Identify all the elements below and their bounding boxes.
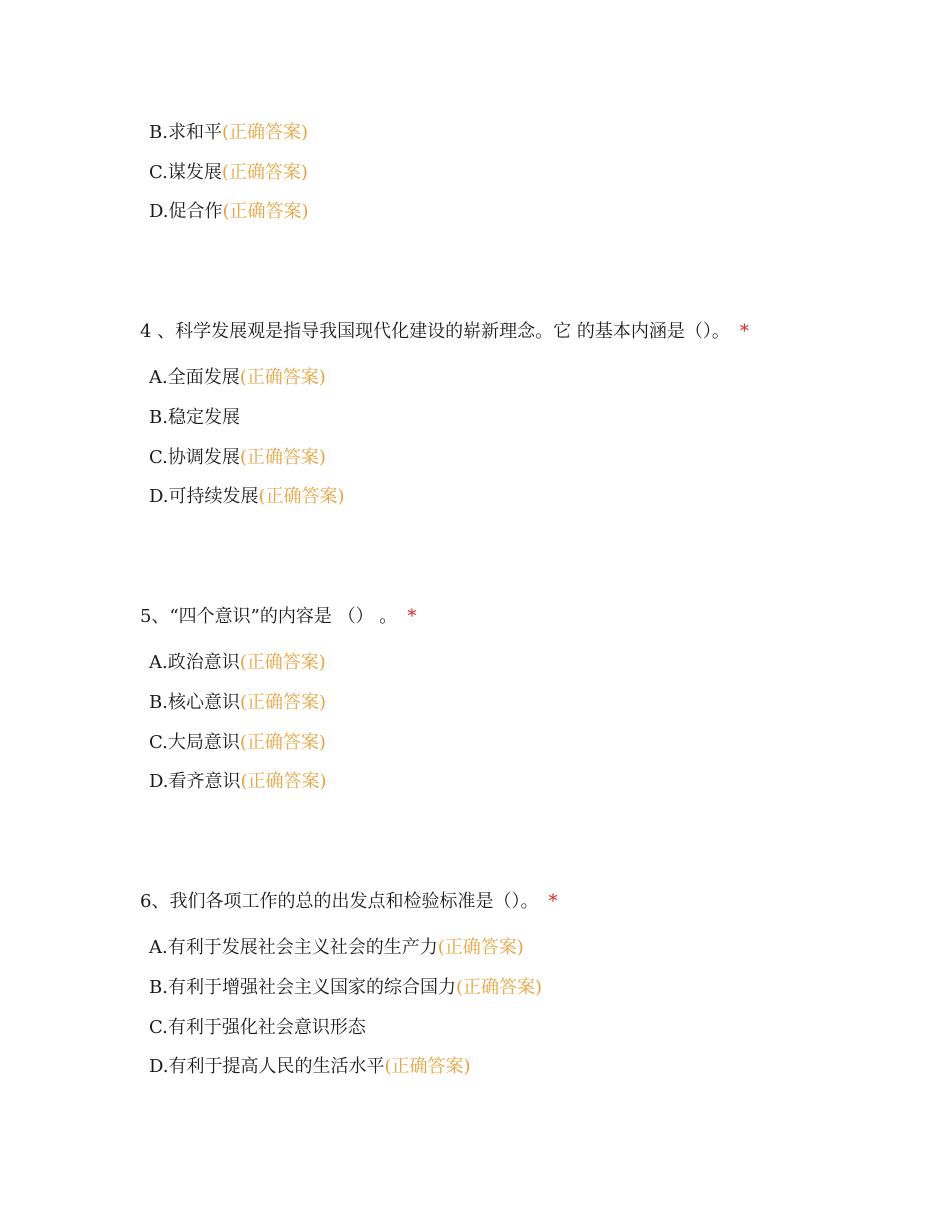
q4-option-d <box>149 485 345 509</box>
option-text: D.可持续发展 <box>149 486 259 507</box>
option-text: B.有利于增强社会主义国家的综合国力 <box>149 977 456 998</box>
required-mark: * <box>407 606 417 627</box>
q3-option-b <box>149 121 308 145</box>
q6-option-a <box>149 936 524 960</box>
q6-option-b <box>149 976 542 1000</box>
correct-answer-label: (正确答案) <box>239 652 326 673</box>
option-text: A.全面发展 <box>149 367 240 388</box>
q4-option-b <box>149 406 240 430</box>
option-text: B.求和平 <box>149 122 222 143</box>
correct-answer-label: (正确答案) <box>222 201 309 222</box>
required-mark: * <box>739 321 749 342</box>
q4-option-c <box>149 446 326 470</box>
option-text: D.促合作 <box>149 201 223 222</box>
q5-option-d <box>149 770 327 794</box>
correct-answer-label: (正确答案) <box>221 122 308 143</box>
correct-answer-label: (正确答案) <box>437 937 524 958</box>
q5-title <box>140 605 416 629</box>
option-text: C.大局意识 <box>149 732 240 753</box>
q5-option-a <box>149 651 326 675</box>
option-text: D.有利于提高人民的生活水平 <box>149 1056 385 1077</box>
correct-answer-label: (正确答案) <box>239 732 326 753</box>
question-text: 4 、科学发展观是指导我国现代化建设的崭新理念。它 的基本内涵是（）。 <box>140 321 730 342</box>
correct-answer-label: (正确答案) <box>239 367 326 388</box>
option-text: C.谋发展 <box>149 162 222 183</box>
correct-answer-label: (正确答案) <box>221 162 308 183</box>
correct-answer-label: (正确答案) <box>258 486 345 507</box>
correct-answer-label: (正确答案) <box>240 771 327 792</box>
q6-title <box>140 890 557 914</box>
required-mark: * <box>548 891 558 912</box>
q3-option-c <box>149 161 308 185</box>
option-text: A.政治意识 <box>149 652 240 673</box>
q4-title <box>140 320 749 344</box>
option-text: B.稳定发展 <box>149 407 240 428</box>
q3-option-d <box>149 200 309 224</box>
q6-option-c <box>149 1016 366 1040</box>
q6-option-d <box>149 1055 471 1079</box>
correct-answer-label: (正确答案) <box>239 447 326 468</box>
option-text: C.协调发展 <box>149 447 240 468</box>
option-text: A.有利于发展社会主义社会的生产力 <box>149 937 438 958</box>
option-text: B.核心意识 <box>149 692 240 713</box>
option-text: C.有利于强化社会意识形态 <box>149 1017 366 1038</box>
correct-answer-label: (正确答案) <box>239 692 326 713</box>
correct-answer-label: (正确答案) <box>384 1056 471 1077</box>
q4-option-a <box>149 366 326 390</box>
q5-option-b <box>149 691 326 715</box>
correct-answer-label: (正确答案) <box>455 977 542 998</box>
question-text: 6、我们各项工作的总的出发点和检验标准是（）。 <box>140 891 539 912</box>
option-text: D.看齐意识 <box>149 771 241 792</box>
question-text: 5、“四个意识”的内容是 （） 。 <box>140 606 398 627</box>
q5-option-c <box>149 731 326 755</box>
